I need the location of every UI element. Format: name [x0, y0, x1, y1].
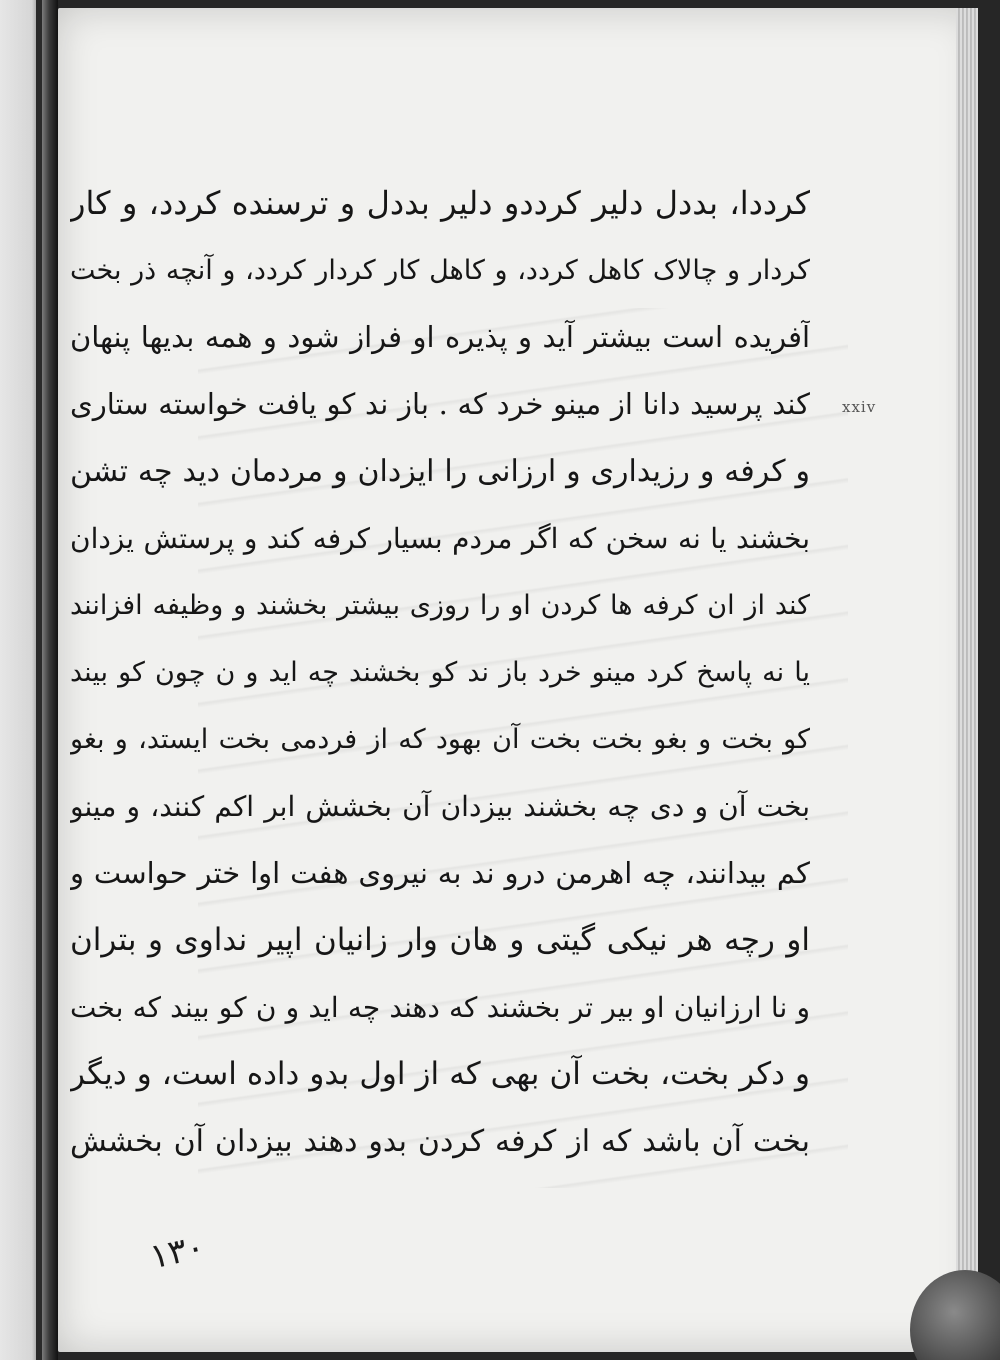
previous-page-edge	[0, 0, 58, 1360]
binding-gutter	[36, 0, 42, 1360]
manuscript-line: بخشند یا نه سخن که اگر مردم بسیار کرفه کند و پرستش یزدان	[70, 522, 810, 555]
margin-note: xxiv	[842, 398, 877, 416]
manuscript-line: یا نه پاسخ کرد مینو خرد باز ند کو بخشند چه اید و ن چون کو بیند	[70, 657, 810, 688]
manuscript-line: بخت آن باشد که از کرفه کردن بدو دهند بیزدان آن بخشش	[70, 1124, 810, 1159]
folio-number: ۱۳۰	[146, 1226, 209, 1278]
manuscript-line: و دکر بخت، بخت آن بهی که از اول بدو داده است، و دیگر	[70, 1056, 810, 1092]
manuscript-line: کند از ان کرفه ها کردن او را روزی بیشتر بخشند و وظیفه افزانند	[70, 590, 810, 621]
manuscript-line: آفریده است بیشتر آید و پذیره او فراز شود و همه بدیها پنهان	[70, 320, 810, 354]
manuscript-line: و کرفه و رزیداری و ارزانی را ایزدان و مردمان دید چه تشن	[70, 454, 810, 489]
manuscript-line: کردار و چالاک کاهل کردد، و کاهل کار کردار کردد، و آنچه ذر بخت	[70, 255, 810, 286]
page-stack-edges	[956, 8, 978, 1360]
manuscript-line: بخت آن و دی چه بخشند بیزدان آن بخشش ابر اکم کنند، و مینو	[70, 790, 810, 823]
manuscript-line: کو بخت و بغو بخت بخت آن بهود که از فردمی بخت ایستد، و بغو	[70, 724, 810, 755]
manuscript-line: او رچه هر نیکی گیتی و هان وار زانیان اپیر نداوی و بتران	[70, 922, 810, 958]
manuscript-line: کم بیدانند، چه اهرمن درو ند به نیروی هفت اوا ختر حواست و	[70, 856, 810, 890]
manuscript-line: کند پرسید دانا از مینو خرد که . باز ند کو یافت خواسته ستاری	[70, 387, 810, 421]
manuscript-line: و نا ارزانیان او بیر تر بخشند که دهند چه اید و ن کو بیند که بخت	[70, 991, 810, 1024]
manuscript-line: کرددا، بددل دلیر کرددو دلیر بددل و ترسنده کردد، و کار	[70, 184, 810, 222]
manuscript-text-block	[70, 170, 810, 1175]
